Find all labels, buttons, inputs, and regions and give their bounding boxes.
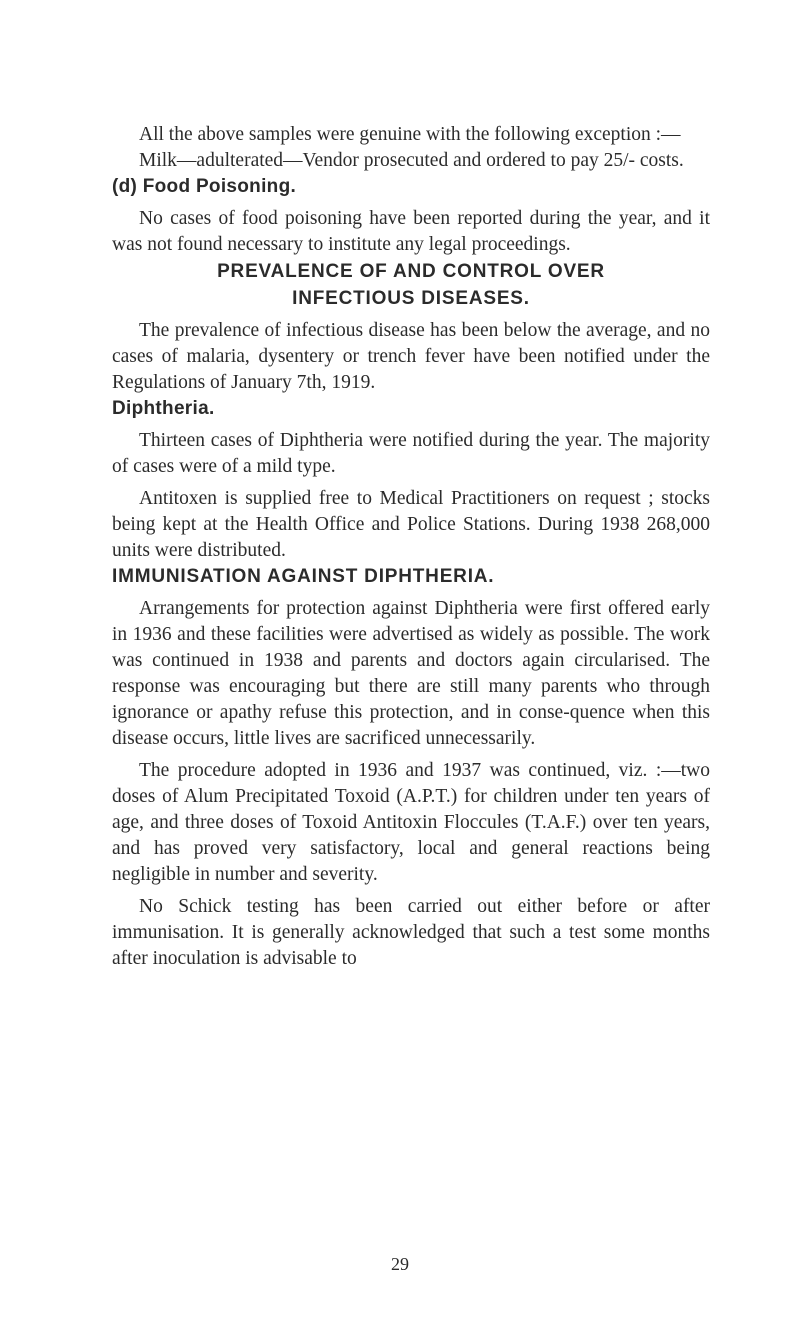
immunisation-heading: IMMUNISATION AGAINST DIPHTHERIA. [112,566,495,587]
intro-paragraph-1: All the above samples were genuine with the following exception :— [139,124,681,145]
prevalence-heading [112,258,710,312]
prevalence-heading-line-2: INFECTIOUS DISEASES. [292,288,530,309]
immunisation-paragraph-1: Arrangements for protection against Diphtheria were first offered early in 1936 and these facilities were advertised as widely as possible. The work was continued in 1938 and parents and doctors again circularised. The response was encouraging but there are still many parents who through ignorance or apathy refuse this protection, and in conse-quence when this disease occurs, little lives are sacrificed unnecessarily. [112,598,710,749]
immunisation-paragraph-3: No Schick testing has been carried out either before or after immunisation. It is generally acknowledged that such a test some months after inoculation is advisable to [112,896,710,969]
document-page [112,122,710,972]
diphtheria-paragraph-2: Antitoxen is supplied free to Medical Practitioners on request ; stocks being kept at the Health Office and Police Stations. During 1938 268,000 units were distributed. [112,488,710,561]
page-number: 29 [391,1254,409,1274]
prevalence-paragraph: The prevalence of infectious disease has been below the average, and no cases of malaria, dysentery or trench fever have been notified under the Regulations of January 7th, 1919. [112,320,710,393]
food-poisoning-heading: (d) Food Poisoning. [112,176,297,197]
prevalence-heading-line-1: PREVALENCE OF AND CONTROL OVER [217,261,605,282]
intro-paragraph-2: Milk—adulterated—Vendor prosecuted and ordered to pay 25/- costs. [139,150,684,171]
diphtheria-paragraph-1: Thirteen cases of Diphtheria were notified during the year. The majority of cases were of a mild type. [112,430,710,477]
immunisation-paragraph-2: The procedure adopted in 1936 and 1937 was continued, viz. :—two doses of Alum Precipitated Toxoid (A.P.T.) for children under ten years of age, and three doses of Toxoid Antitoxin Floccules (T.A.F.) over ten years, and has proved very satisfactory, local and general reactions being negligible in number and severity. [112,760,710,885]
diphtheria-heading: Diphtheria. [112,398,215,419]
food-poisoning-paragraph: No cases of food poisoning have been reported during the year, and it was not found necessary to institute any legal proceedings. [112,208,710,255]
